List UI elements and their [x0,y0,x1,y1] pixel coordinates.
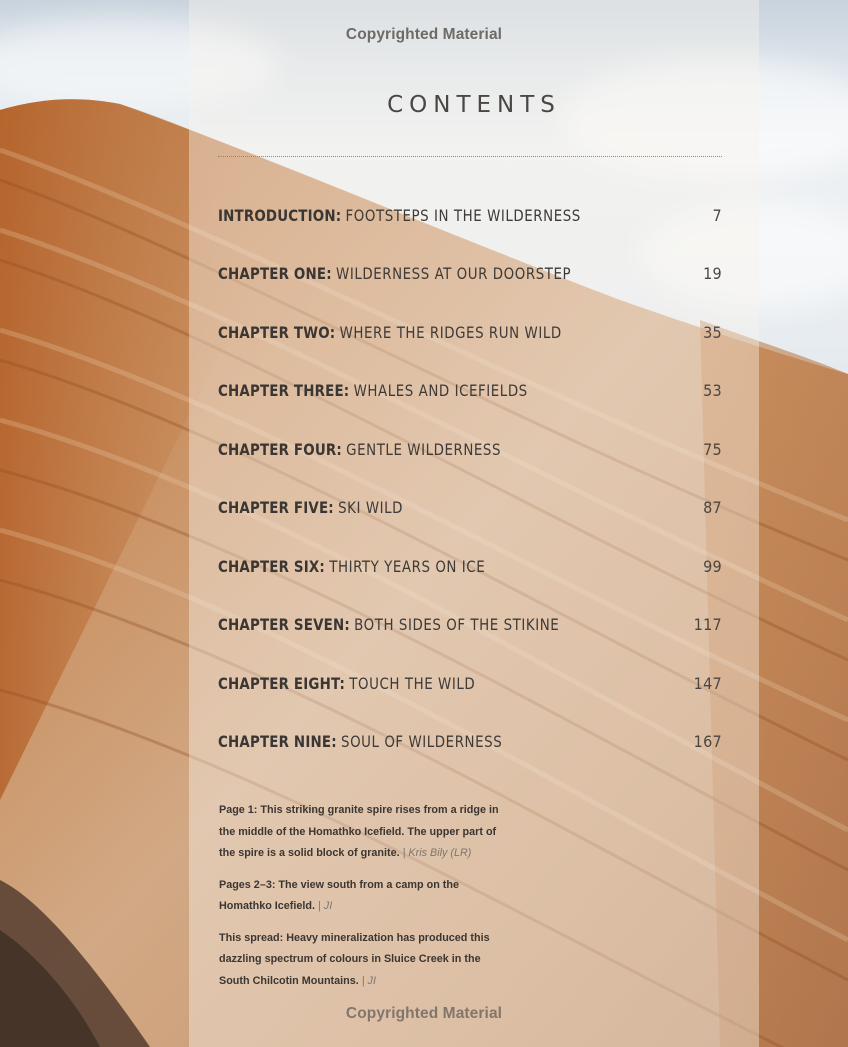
caption-credit: | JI [318,900,333,912]
toc-entry-label: CHAPTER THREE: [218,381,350,400]
toc-entry-page: 117 [693,615,722,634]
toc-entry-text [218,557,485,576]
toc-entry-title: WILDERNESS AT OUR DOORSTEP [336,264,572,283]
watermark-bottom: Copyrighted Material [345,1005,503,1022]
toc-entry-page: 167 [693,732,722,751]
toc-entry-text [218,323,562,342]
dotted-divider [218,156,722,157]
toc-entry-label: CHAPTER TWO: [218,322,336,342]
toc-entry-label: CHAPTER NINE: [218,732,337,751]
watermark-top: Copyrighted Material [345,26,503,43]
caption [219,875,509,918]
toc-entry-title: GENTLE WILDERNESS [346,439,502,459]
toc-entry-text [218,206,581,225]
toc-entry-page: 19 [703,264,722,283]
toc-entry[interactable] [218,608,722,642]
toc-entry[interactable] [218,257,722,291]
toc-entry-title: WHALES AND ICEFIELDS [353,381,528,400]
toc-entry-title: WHERE THE RIDGES RUN WILD [339,322,562,342]
toc-entry-label: CHAPTER SEVEN: [218,615,350,634]
caption-credit: | JI [361,974,376,987]
toc-entry-label: CHAPTER SIX: [218,556,325,576]
toc-entry-text [218,440,501,459]
toc-entry[interactable] [218,315,722,349]
toc-entry-title: SOUL OF WILDERNESS [341,732,503,751]
toc-entry-text [218,381,528,400]
toc-entry[interactable] [218,549,722,583]
toc-entry-title: TOUCH THE WILD [349,673,476,693]
toc-entry-page: 35 [703,322,722,342]
toc-entry-page: 87 [703,498,722,517]
toc-entry-text [218,264,571,283]
contents-title: CONTENTS [387,92,561,118]
toc-entry-text [218,732,502,751]
toc-entry-title: SKI WILD [338,498,404,517]
caption [219,800,509,865]
toc-entry-page: 147 [693,673,722,693]
toc-entry[interactable] [218,491,722,525]
toc-entry-page: 99 [703,556,722,576]
toc-entry-page: 75 [703,439,722,459]
toc-entry-label: CHAPTER ONE: [218,264,332,283]
toc-entry-title: THIRTY YEARS ON ICE [329,556,486,576]
toc-entry-text [218,615,559,634]
toc-entry-label: CHAPTER EIGHT: [218,673,346,693]
toc-entry-text [218,498,403,517]
toc-entry-page: 7 [712,205,722,225]
toc-entry-label: CHAPTER FOUR: [218,439,342,459]
toc-entry[interactable] [218,725,722,759]
toc-entry-label: INTRODUCTION: [218,205,342,225]
toc-entry[interactable] [218,198,722,232]
caption-text: Page 1: This striking granite spire rises from a ridge in the middle of the Homathko Icefield. The upper part of the spire is a solid block of granite. [219,804,499,859]
photo-captions [219,800,509,1002]
toc-entry-title: FOOTSTEPS IN THE WILDERNESS [345,205,581,225]
caption-text: This spread: Heavy mineralization has produced this dazzling spectrum of colours in Sluice Creek in the South Chilcotin Mountains. [219,931,490,987]
toc-entry-page: 53 [703,381,722,400]
caption [219,928,509,993]
toc-entry-title: BOTH SIDES OF THE STIKINE [354,615,560,634]
toc-entry[interactable] [218,666,722,700]
toc-entry[interactable] [218,432,722,466]
caption-credit: | Kris Bily (LR) [402,847,472,859]
toc-entry-label: CHAPTER FIVE: [218,498,334,517]
toc-entry[interactable] [218,374,722,408]
toc-entry-text [218,674,475,693]
caption-text: Pages 2–3: The view south from a camp on the Homathko Icefield. [219,878,459,912]
